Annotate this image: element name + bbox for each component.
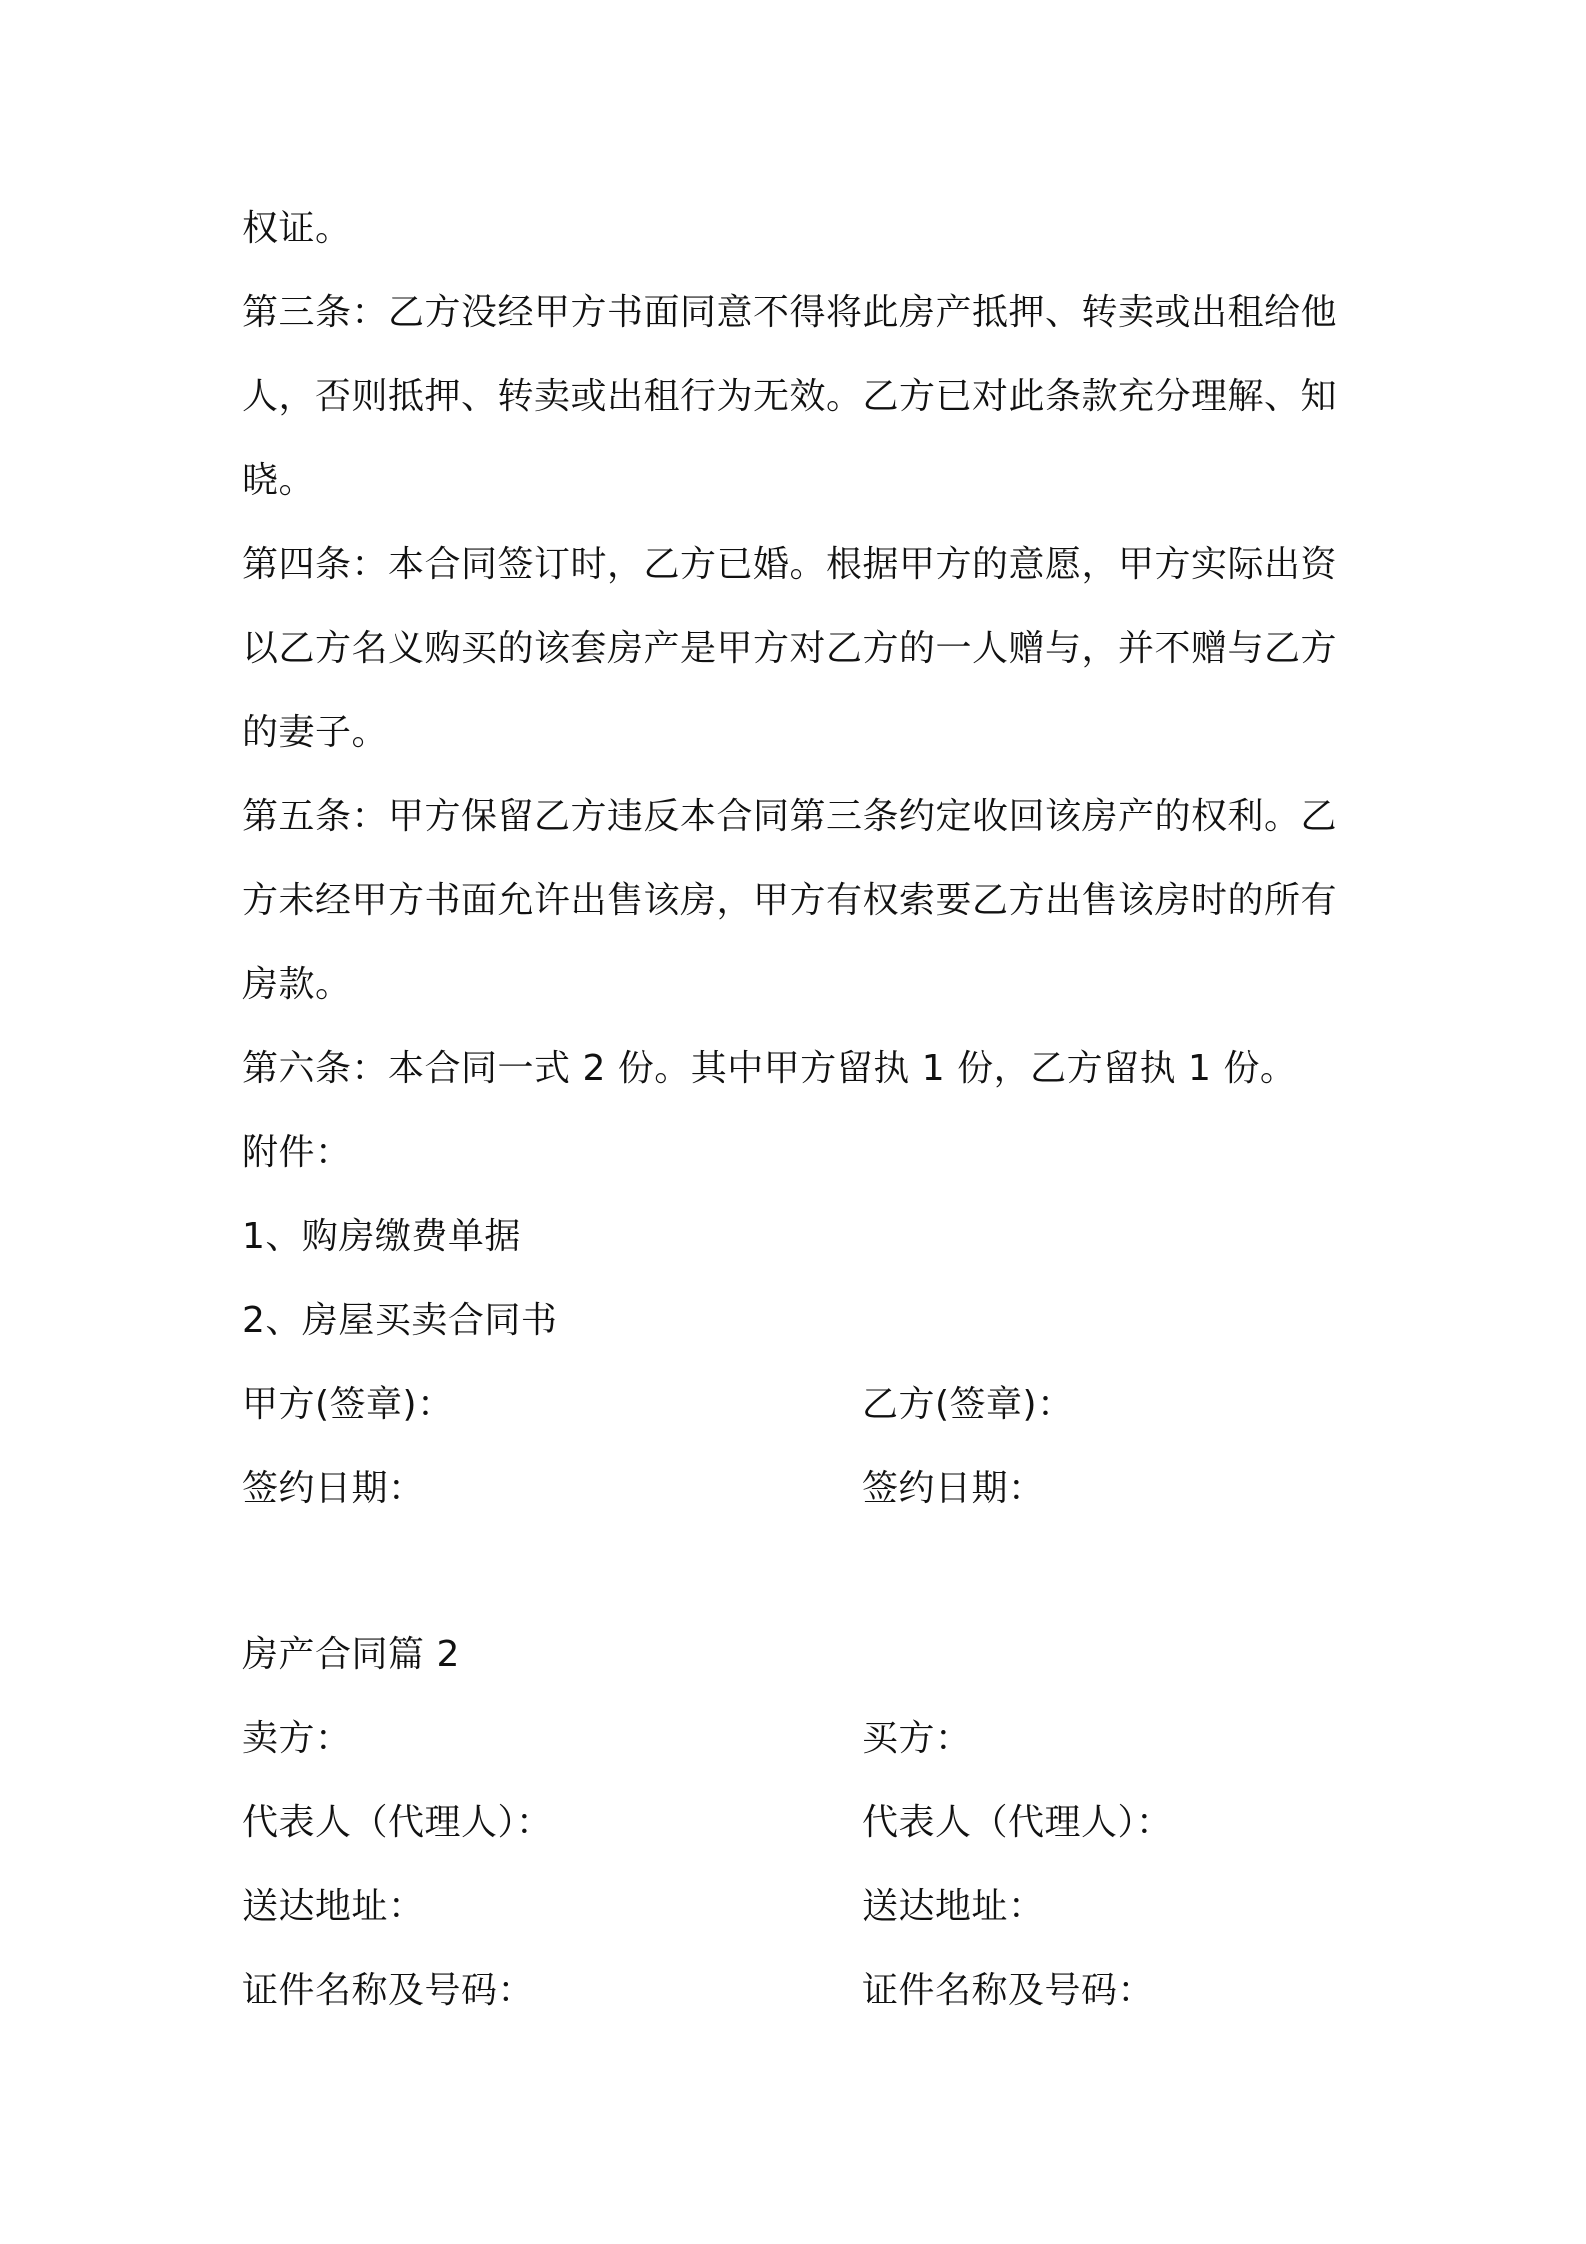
buyer-representative-label: 代表人（代理人）： [862, 1802, 1173, 1843]
buyer-address-label: 送达地址： [862, 1886, 1045, 1927]
clause-6-line: 第六条：本合同一式 2 份。其中甲方留执 1 份，乙方留执 1 份。 [242, 1048, 1297, 1089]
clause-3-line-1: 第三条：乙方没经甲方书面同意不得将此房产抵押、转卖或出租给他 [242, 292, 1338, 333]
buyer-id-label: 证件名称及号码： [862, 1970, 1155, 2011]
party-a-signature-label: 甲方(签章)： [242, 1384, 454, 1425]
clause-4-line-3: 的妻子。 [242, 712, 389, 753]
buyer-label: 买方： [862, 1718, 972, 1759]
attachment-item-1: 1、购房缴费单据 [242, 1216, 521, 1257]
clause-4-line-2: 以乙方名义购买的该套房产是甲方对乙方的一人赠与，并不赠与乙方 [242, 628, 1338, 669]
seller-representative-label: 代表人（代理人）： [242, 1802, 553, 1843]
section-2-title: 房产合同篇 2 [242, 1634, 460, 1675]
clause-4-line-1: 第四条：本合同签订时，乙方已婚。根据甲方的意愿，甲方实际出资 [242, 544, 1338, 585]
text-line-1: 权证。 [242, 208, 352, 249]
clause-5-line-3: 房款。 [242, 964, 352, 1005]
clause-5-line-1: 第五条：甲方保留乙方违反本合同第三条约定收回该房产的权利。乙 [242, 796, 1338, 837]
clause-5-line-2: 方未经甲方书面允许出售该房，甲方有权索要乙方出售该房时的所有 [242, 880, 1338, 921]
party-b-signature-label: 乙方(签章)： [862, 1384, 1074, 1425]
clause-3-line-2: 人，否则抵押、转卖或出租行为无效。乙方已对此条款充分理解、知 [242, 376, 1338, 417]
party-b-date-label: 签约日期： [862, 1468, 1045, 1509]
attachment-item-2: 2、房屋买卖合同书 [242, 1300, 558, 1341]
seller-address-label: 送达地址： [242, 1886, 425, 1927]
seller-id-label: 证件名称及号码： [242, 1970, 535, 2011]
clause-3-line-3: 晓。 [242, 460, 316, 501]
party-a-date-label: 签约日期： [242, 1468, 425, 1509]
seller-label: 卖方： [242, 1718, 352, 1759]
attachments-heading: 附件： [242, 1132, 352, 1173]
